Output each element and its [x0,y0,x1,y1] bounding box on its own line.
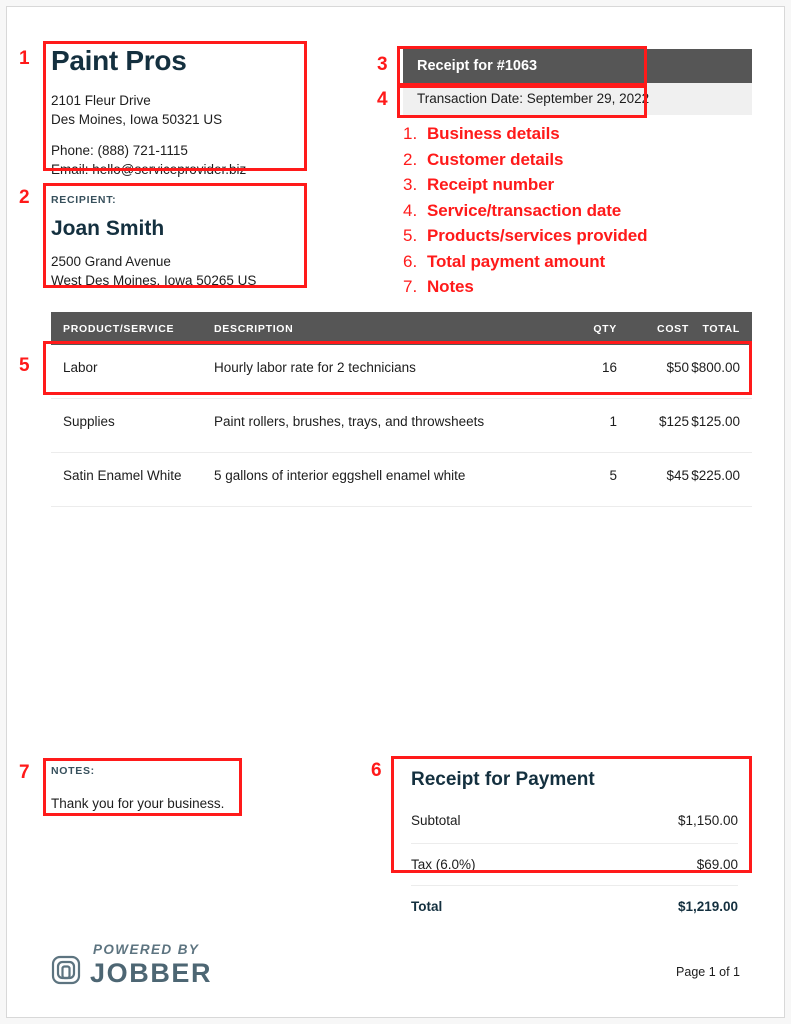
receipt-number-title: Receipt for #1063 [417,58,538,74]
business-phone: Phone: (888) 721-1115 [51,143,188,158]
cell-total: $125.00 [691,414,740,429]
recipient-label: RECIPIENT: [51,194,117,206]
jobber-logo [51,942,212,987]
legend-number: 2. [403,149,418,169]
receipt-title-bar [403,49,752,83]
cell-description: Paint rollers, brushes, trays, and throwsheets [214,414,485,429]
legend-label: Receipt number [427,175,555,194]
legend-number: 3. [403,175,418,194]
legend-label: Notes [427,277,474,296]
line-items-table [51,312,752,507]
annotation-number-4: 4 [377,89,388,110]
legend-number: 1. [403,124,418,143]
totals-block [397,759,752,927]
grand-total-value: $1,219.00 [677,899,738,914]
cell-cost: $50 [666,360,689,375]
powered-by-text: POWERED BY [93,942,200,957]
notes-body: Thank you for your business. [51,796,225,811]
cell-product: Supplies [63,414,115,429]
column-header-qty: QTY [593,322,617,335]
legend-number: 6. [403,251,418,271]
totals-title: Receipt for Payment [411,769,595,790]
business-address-line-1: 2101 Fleur Drive [51,93,151,108]
legend-number: 5. [403,226,418,245]
annotation-number-6: 6 [371,760,382,781]
table-header-row [51,312,752,345]
jobber-wordmark: JOBBER [90,958,213,988]
column-header-cost: COST [657,322,689,335]
column-header-description: DESCRIPTION [214,322,294,335]
subtotal-value: $1,150.00 [677,813,738,828]
cell-cost: $45 [666,468,689,483]
legend-label: Customer details [427,149,564,169]
business-address-line-2: Des Moines, Iowa 50321 US [51,112,223,127]
business-details-block [51,45,313,179]
recipient-block [51,193,313,290]
tax-row [411,843,738,885]
cell-qty: 16 [601,360,617,375]
business-name: Paint Pros [51,45,187,76]
cell-product: Satin Enamel White [63,468,182,483]
annotation-number-7: 7 [19,762,30,783]
receipt-page [6,6,785,1018]
table-row [51,345,752,399]
table-row [51,399,752,453]
page-number: Page 1 of 1 [676,965,740,979]
cell-qty: 5 [609,468,617,483]
legend-number: 7. [403,277,418,296]
legend-item [403,226,733,252]
tax-value: $69.00 [696,857,738,872]
cell-qty: 1 [609,414,617,429]
legend-label: Business details [427,124,560,143]
legend-item [403,201,733,227]
legend-label: Products/services provided [427,226,648,245]
legend-item [403,277,733,303]
tax-label: Tax (6.0%) [411,857,476,872]
annotation-number-3: 3 [377,54,388,75]
legend-label: Total payment amount [427,251,606,271]
recipient-address-line-1: 2500 Grand Avenue [51,254,171,269]
cell-product: Labor [63,360,98,375]
annotation-number-5: 5 [19,355,30,376]
grand-total-row [411,885,738,927]
cell-cost: $125 [658,414,689,429]
column-header-total: TOTAL [702,322,740,335]
jobber-spiral-icon [51,955,81,985]
annotation-legend [403,124,733,303]
transaction-date-row [403,83,752,115]
annotation-number-1: 1 [19,48,30,69]
cell-description: 5 gallons of interior eggshell enamel white [214,468,466,483]
grand-total-label: Total [411,899,443,914]
annotation-number-2: 2 [19,187,30,208]
legend-item [403,252,733,278]
cell-description: Hourly labor rate for 2 technicians [214,360,416,375]
cell-total: $800.00 [691,360,740,375]
recipient-address-line-2: West Des Moines, Iowa 50265 US [51,273,257,288]
legend-number: 4. [403,200,418,220]
column-header-product: PRODUCT/SERVICE [63,322,175,335]
notes-label: NOTES: [51,765,95,777]
recipient-name: Joan Smith [51,217,165,240]
legend-item [403,175,733,201]
jobber-logo-text [90,942,212,987]
notes-block [51,764,241,813]
subtotal-label: Subtotal [411,813,461,828]
spacer [51,129,313,141]
table-row [51,453,752,507]
legend-label: Service/transaction date [427,200,622,220]
cell-total: $225.00 [691,468,740,483]
legend-item [403,150,733,176]
subtotal-row [411,813,738,843]
business-email: Email: hello@serviceprovider.biz [51,162,247,177]
transaction-date-text: Transaction Date: September 29, 2022 [417,91,650,106]
legend-item [403,124,733,150]
